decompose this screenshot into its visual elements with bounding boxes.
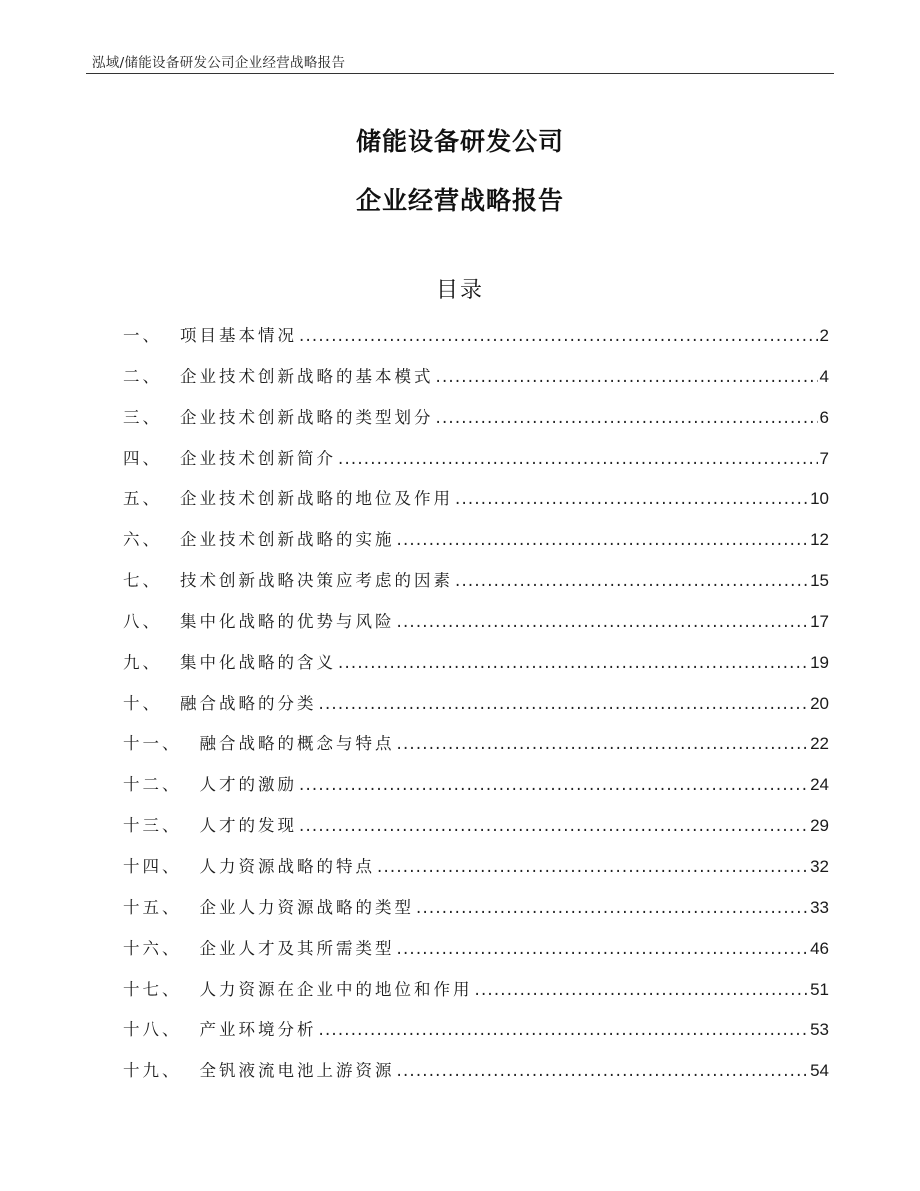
- document-title-line2: 企业经营战略报告: [355, 186, 564, 215]
- toc-dot-leader: [338, 449, 818, 468]
- toc-dot-leader: [455, 489, 808, 508]
- toc-entry-page: 20: [810, 693, 829, 713]
- toc-heading: 目录: [435, 278, 484, 303]
- toc-entry[interactable]: [123, 730, 829, 771]
- toc-entry-page: 54: [810, 1061, 829, 1081]
- toc-entry-number: 三、: [123, 407, 162, 427]
- toc-dot-leader: [436, 367, 818, 386]
- toc-entry-page: 19: [810, 652, 829, 672]
- toc-entry[interactable]: [123, 567, 829, 608]
- toc-entry-label: 人才的发现: [199, 816, 297, 836]
- toc-dot-leader: [377, 857, 808, 876]
- toc-entry-label: 产业环境分析: [199, 1020, 317, 1040]
- toc-entry-number: 九、: [123, 652, 162, 672]
- toc-entry[interactable]: [123, 608, 829, 649]
- toc-entry-label: 集中化战略的含义: [180, 652, 336, 672]
- toc-entry-page: 15: [810, 571, 829, 591]
- toc-entry-label: 企业人才及其所需类型: [199, 938, 395, 958]
- toc-entry-number: 十八、: [123, 1020, 182, 1040]
- toc-entry[interactable]: [123, 445, 829, 486]
- toc-entry-label: 企业技术创新战略的类型划分: [180, 407, 434, 427]
- toc-entry-number: 十、: [123, 693, 162, 713]
- toc-entry-number: 十四、: [123, 856, 182, 876]
- toc-entry[interactable]: [123, 649, 829, 690]
- toc-entry-number: 十九、: [123, 1061, 182, 1081]
- toc-entry[interactable]: [123, 322, 829, 363]
- toc-entry-page: 29: [810, 816, 829, 836]
- toc-dot-leader: [319, 694, 809, 713]
- toc-entry-page: 4: [819, 366, 829, 386]
- toc-dot-leader: [397, 612, 809, 631]
- toc-entry-label: 企业技术创新战略的实施: [180, 530, 395, 550]
- toc-dot-leader: [397, 939, 809, 958]
- toc-entry-page: 24: [810, 775, 829, 795]
- toc-dot-leader: [299, 326, 818, 345]
- toc-dot-leader: [338, 653, 808, 672]
- toc-entry-label: 人才的激励: [199, 775, 297, 795]
- toc-entry[interactable]: [123, 1016, 829, 1057]
- toc-entry-label: 企业技术创新战略的地位及作用: [180, 489, 453, 509]
- toc-entry[interactable]: [123, 853, 829, 894]
- toc-entry-page: 10: [810, 489, 829, 509]
- toc-entry[interactable]: [123, 812, 829, 853]
- toc-entry-number: 五、: [123, 489, 162, 509]
- toc-entry[interactable]: [123, 363, 829, 404]
- toc-entry[interactable]: [123, 1057, 829, 1098]
- toc-entry-number: 十三、: [123, 816, 182, 836]
- toc-entry[interactable]: [123, 771, 829, 812]
- running-header: 泓域/储能设备研发公司企业经营战略报告: [92, 55, 346, 71]
- toc-entry-label: 人力资源在企业中的地位和作用: [199, 979, 473, 999]
- toc-entry-page: 12: [810, 530, 829, 550]
- toc-entry-number: 十七、: [123, 979, 182, 999]
- toc-dot-leader: [397, 1061, 809, 1080]
- toc-dot-leader: [319, 1020, 809, 1039]
- header-rule: [86, 73, 834, 74]
- toc-dot-leader: [397, 734, 809, 753]
- toc-entry-label: 人力资源战略的特点: [199, 856, 375, 876]
- toc-entry[interactable]: [123, 976, 829, 1017]
- toc-dot-leader: [455, 571, 808, 590]
- table-of-contents: [123, 322, 829, 1098]
- toc-dot-leader: [299, 775, 808, 794]
- toc-entry-label: 全钒液流电池上游资源: [199, 1061, 395, 1081]
- toc-entry-page: 46: [810, 938, 829, 958]
- toc-entry-number: 八、: [123, 611, 162, 631]
- toc-dot-leader: [299, 816, 808, 835]
- toc-entry-number: 十五、: [123, 897, 182, 917]
- toc-entry-page: 17: [810, 611, 829, 631]
- toc-entry[interactable]: [123, 935, 829, 976]
- toc-entry-page: 53: [810, 1020, 829, 1040]
- toc-dot-leader: [436, 408, 818, 427]
- toc-entry-label: 集中化战略的优势与风险: [180, 611, 395, 631]
- toc-entry-number: 四、: [123, 448, 162, 468]
- toc-entry-page: 22: [810, 734, 829, 754]
- toc-dot-leader: [475, 980, 809, 999]
- toc-entry-page: 33: [810, 897, 829, 917]
- toc-entry-label: 企业技术创新战略的基本模式: [180, 366, 434, 386]
- toc-entry-page: 7: [819, 448, 829, 468]
- toc-entry-label: 融合战略的概念与特点: [199, 734, 395, 754]
- toc-entry[interactable]: [123, 894, 829, 935]
- toc-entry-page: 32: [810, 856, 829, 876]
- toc-entry[interactable]: [123, 526, 829, 567]
- toc-entry[interactable]: [123, 404, 829, 445]
- toc-entry-label: 项目基本情况: [180, 326, 297, 345]
- toc-entry-label: 企业技术创新简介: [180, 448, 336, 468]
- toc-entry-number: 十六、: [123, 938, 182, 958]
- toc-entry-number: 一、: [123, 326, 162, 345]
- toc-entry-page: 51: [810, 979, 829, 999]
- document-title-line1: 储能设备研发公司: [355, 127, 564, 156]
- toc-entry-number: 十一、: [123, 734, 182, 754]
- toc-entry-label: 企业人力资源战略的类型: [199, 897, 414, 917]
- toc-entry-number: 十二、: [123, 775, 182, 795]
- toc-entry-label: 技术创新战略决策应考虑的因素: [180, 571, 453, 591]
- toc-dot-leader: [397, 530, 809, 549]
- toc-entry-page: 6: [819, 407, 829, 427]
- toc-entry-number: 七、: [123, 571, 162, 591]
- toc-entry-label: 融合战略的分类: [180, 693, 317, 713]
- toc-entry[interactable]: [123, 690, 829, 731]
- toc-entry-page: 2: [819, 326, 829, 345]
- toc-entry[interactable]: [123, 485, 829, 526]
- toc-entry-number: 二、: [123, 366, 162, 386]
- toc-dot-leader: [416, 898, 808, 917]
- toc-entry-number: 六、: [123, 530, 162, 550]
